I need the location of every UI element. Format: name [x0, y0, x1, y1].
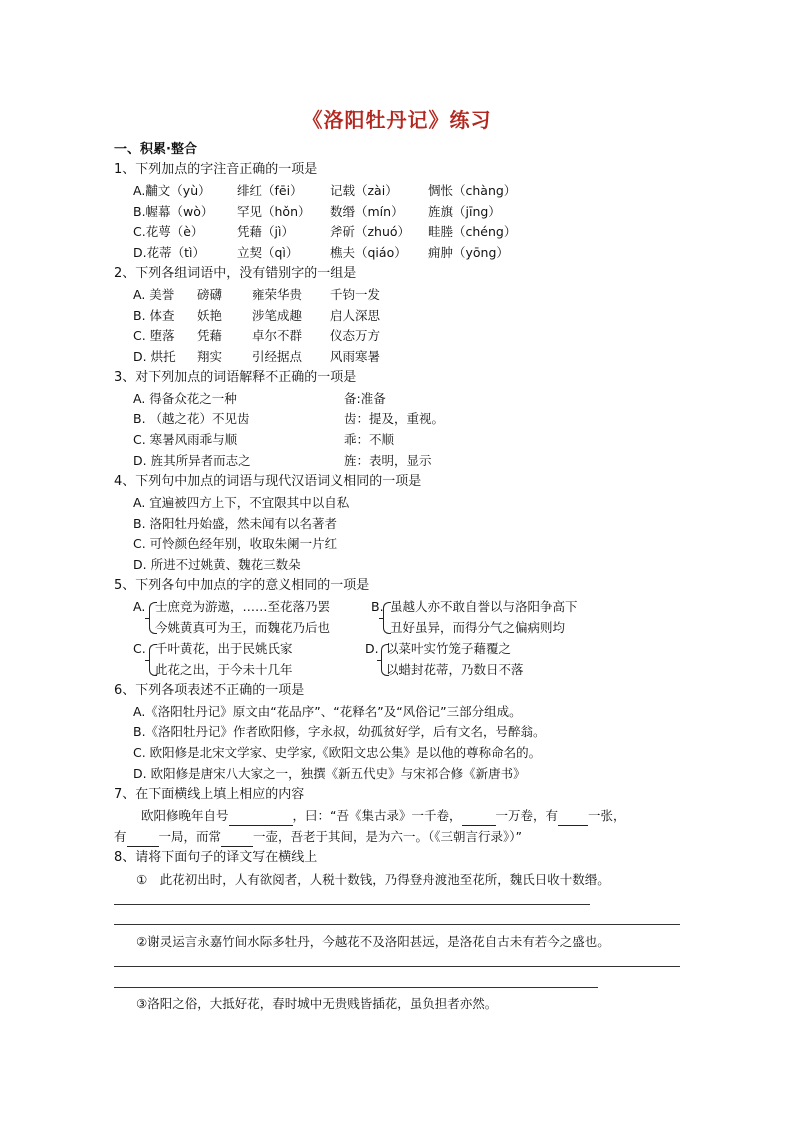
- q7-text-2: ，曰：“吾《集古录》一千卷，: [292, 808, 462, 823]
- q5-option-a-line-1: 士庶竞为游遨，……至花落乃罢: [155, 599, 331, 614]
- q7-fill-line-1: [141, 806, 626, 826]
- q5-option-d-line-2: 以蜡封花蒂，乃数日不落: [386, 662, 524, 677]
- q1-option-b-3: 数缗（mín）: [330, 204, 404, 219]
- q4-option-b: B. 洛阳牡丹始盛，然未闻有以名著者: [133, 516, 338, 531]
- q3-option-c-sentence: C. 寒暑风雨乖与顺: [133, 432, 238, 447]
- q3-option-d-gloss: 旌：表明，显示: [344, 453, 432, 468]
- q6-option-d: D. 欧阳修是唐宋八大家之一，独撰《新五代史》与宋祁合修《新唐书》: [133, 766, 526, 781]
- q2-option-a-4: 千钧一发: [330, 287, 381, 302]
- q1-option-b-4: 旌旗（jīng）: [428, 204, 501, 219]
- q5-option-b-line-2: 丑好虽异，而得分气之偏病则均: [390, 620, 566, 635]
- q5-option-c-line-1: 千叶黄花，出于民姚氏家: [155, 641, 293, 656]
- q3-option-b-gloss: 齿：提及，重视。: [344, 411, 445, 426]
- q8-sentence-3: ③洛阳之俗，大抵好花，春时城中无贵贱皆插花，虽负担者亦然。: [136, 996, 498, 1011]
- q5-option-c-line-2: 此花之出，于今未十几年: [155, 662, 293, 677]
- section-heading: 一、积累·整合: [114, 142, 197, 157]
- q4-option-a: A. 宜遍被四方上下，不宜限其中以自私: [133, 495, 350, 510]
- q7-text-6: 一局，而常: [158, 829, 222, 844]
- question-7-stem: 7、在下面横线上填上相应的内容: [114, 787, 305, 802]
- q1-option-a-3: 记载（zài）: [330, 183, 398, 198]
- q8-sentence-1: ① 此花初出时，人有欲阅者，人税十数钱，乃得登舟渡池至花所，魏氏日收十数缗。: [136, 872, 610, 887]
- q4-option-d: D. 所进不过姚黄、魏花三数朵: [133, 557, 301, 572]
- q1-option-d-4: 痈肿（yōng）: [428, 245, 509, 260]
- q2-option-d-4: 风雨寒暑: [330, 349, 381, 364]
- q7-blank-books[interactable]: [462, 811, 496, 826]
- question-4-stem: 4、下列句中加点的词语与现代汉语词义相同的一项是: [114, 474, 422, 489]
- q1-option-d-2: 立契（qì）: [237, 245, 299, 260]
- q5-option-a-line-2: 今姚黄真可为王，而魏花乃后也: [155, 620, 331, 635]
- q7-text-5: 有: [114, 829, 127, 844]
- q1-option-c-2: 凭藉（jì）: [237, 224, 294, 239]
- q7-text-1: 欧阳修晚年自号: [141, 808, 229, 823]
- q8-answer-line-2[interactable]: [114, 924, 680, 925]
- question-8-stem: 8、请将下面句子的译文写在横线上: [114, 850, 318, 865]
- q3-option-a-sentence: A. 得备众花之一种: [133, 391, 237, 406]
- q2-option-b-3: 涉笔成趣: [252, 308, 303, 323]
- q1-option-d-3: 樵夫（qiáo）: [330, 245, 407, 260]
- q7-text-4: 一张，: [588, 808, 626, 823]
- q8-answer-line-1[interactable]: [114, 904, 590, 905]
- q1-option-b-2: 罕见（hǒn）: [237, 204, 311, 219]
- q1-option-b-1: B.幄幕（wò）: [133, 204, 214, 219]
- q5-option-c-label: C.: [133, 641, 146, 656]
- q7-fill-line-2: [114, 827, 522, 847]
- q1-option-c-1: C.花萼（è）: [133, 224, 204, 239]
- q2-option-d-3: 引经据点: [252, 349, 303, 364]
- q7-blank-sobriquet[interactable]: [229, 811, 293, 826]
- q8-answer-line-3[interactable]: [114, 966, 680, 967]
- q1-option-d-1: D.花蒂（tì）: [133, 245, 205, 260]
- q2-option-c-1: C. 堕落: [133, 328, 175, 343]
- q2-option-a-2: 磅礴: [197, 287, 223, 302]
- q3-option-b-sentence: B. （越之花）不见齿: [133, 411, 250, 426]
- q5-option-a-label: A.: [133, 599, 146, 614]
- q3-option-d-sentence: D. 旌其所异者而志之: [133, 453, 251, 468]
- q5-option-b-label: B.: [371, 599, 384, 614]
- q7-blank-wine[interactable]: [221, 832, 253, 847]
- q2-option-d-1: D. 烘托: [133, 349, 176, 364]
- q2-option-b-4: 启人深思: [330, 308, 381, 323]
- question-5-stem: 5、下列各句中加点的字的意义相同的一项是: [114, 578, 370, 593]
- q8-answer-line-4[interactable]: [114, 987, 598, 988]
- page-title: 《洛阳牡丹记》练习: [302, 108, 492, 132]
- q1-option-a-1: A.黼文（yù）: [133, 183, 211, 198]
- question-6-stem: 6、下列各项表述不正确的一项是: [114, 683, 305, 698]
- q5-option-b-line-1: 虽越人亦不敢自誉以与洛阳争高下: [390, 599, 578, 614]
- q2-option-b-1: B. 体查: [133, 308, 175, 323]
- q3-option-a-gloss: 备:准备: [344, 391, 386, 406]
- question-3-stem: 3、对下列加点的词语解释不正确的一项是: [114, 370, 357, 385]
- question-2-stem: 2、下列各组词语中，没有错别字的一组是: [114, 266, 357, 281]
- q8-sentence-2: ②谢灵运言永嘉竹间水际多牡丹，今越花不及洛阳甚远，是洛花自古未有若今之盛也。: [136, 934, 610, 949]
- q2-option-a-3: 雍荣华贵: [252, 287, 303, 302]
- q7-blank-qin[interactable]: [558, 811, 588, 826]
- q6-option-c: C. 欧阳修是北宋文学家、史学家,《欧阳文忠公集》是以他的尊称命名的。: [133, 745, 542, 760]
- q7-text-3: 一万卷，有: [495, 808, 559, 823]
- q1-option-a-4: 惆怅（chàng）: [428, 183, 517, 198]
- q2-option-c-2: 凭藉: [197, 328, 223, 343]
- q3-option-c-gloss: 乖：不顺: [344, 432, 395, 447]
- q2-option-b-2: 妖艳: [197, 308, 223, 323]
- q7-blank-chess[interactable]: [127, 832, 159, 847]
- q2-option-c-3: 卓尔不群: [252, 328, 303, 343]
- q5-option-d-line-1: 以菜叶实竹笼子藉覆之: [386, 641, 512, 656]
- q6-option-b: B.《洛阳牡丹记》作者欧阳修，字永叔，幼孤贫好学，后有文名，号醉翁。: [133, 724, 546, 739]
- question-1-stem: 1、下列加点的字注音正确的一项是: [114, 162, 318, 177]
- q1-option-c-4: 畦塍（chéng）: [428, 224, 517, 239]
- q2-option-d-2: 翔实: [197, 349, 223, 364]
- q4-option-c: C. 可怜颜色经年别，收取朱阑一片红: [133, 536, 338, 551]
- q6-option-a: A.《洛阳牡丹记》原文由“花品序”、“花释名”及“风俗记”三部分组成。: [133, 704, 522, 719]
- q2-option-c-4: 仪态万方: [330, 328, 381, 343]
- q1-option-c-3: 斧斫（zhuó）: [330, 224, 411, 239]
- q1-option-a-2: 绯红（fēi）: [237, 183, 303, 198]
- q7-text-7: 一壶，吾老于其间，是为六一。（《三朝言行录》）”: [253, 829, 523, 844]
- q5-option-d-label: D.: [365, 641, 379, 656]
- q2-option-a-1: A. 美誉: [133, 287, 175, 302]
